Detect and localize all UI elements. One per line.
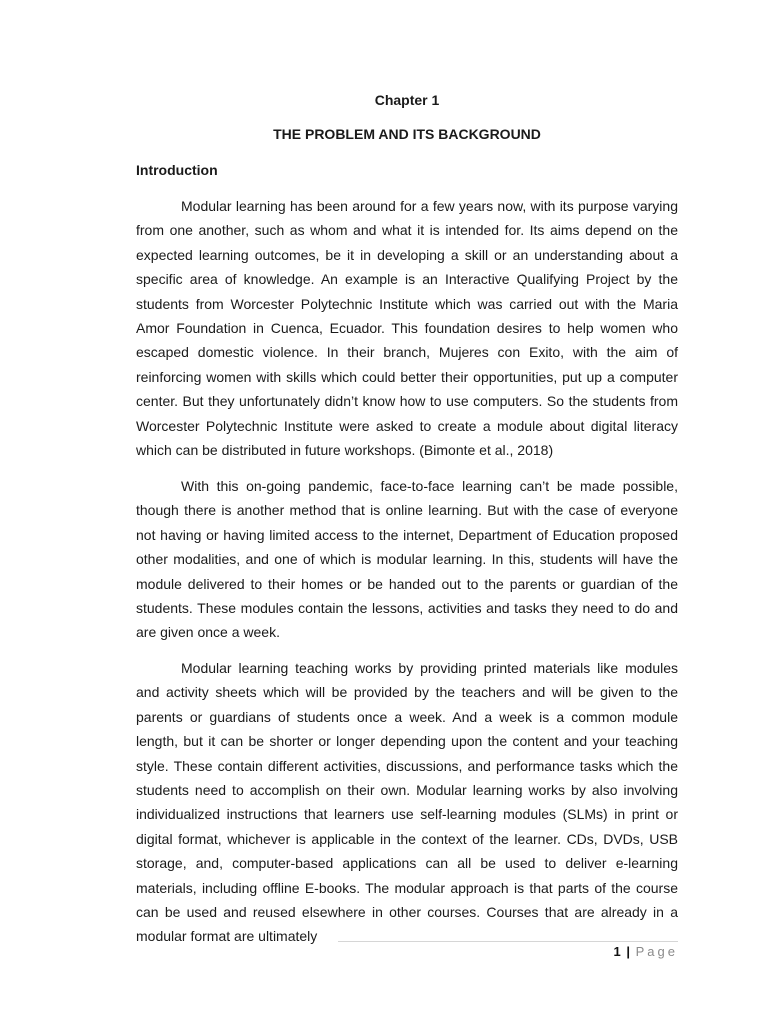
paragraph-text: Modular learning teaching works by providing printed materials like modules and activity sheets which will be provided by the teachers and will be given to the parents or guardians of students once a week. And a week is a common module length, but it can be shorter or longer depending upon the content and your teaching style. These contain different activities, discussions, and performance tasks which the students need to accomplish on their own. Modular learning works by also involving individualized instructions that learners use self-learning modules (SLMs) in print or digital format, whichever is applicable in the context of the learner. CDs, DVDs, USB storage, and, computer-based applications can all be used to deliver e-learning materials, including offline E-books. The modular approach is that parts of the course can be used and reused elsewhere in other courses. Courses that are already in a modular format are ultimately [136, 660, 678, 945]
page-footer [560, 944, 678, 959]
section-heading: Introduction [136, 162, 218, 178]
chapter-label: Chapter 1 [374, 92, 440, 108]
paragraph [136, 474, 678, 645]
footer-divider [338, 941, 678, 942]
page-word: Page [635, 944, 678, 959]
paragraph-text: With this on-going pandemic, face-to-face learning can’t be made possible, though there is another method that is online learning. But with the case of everyone not having or having limited access to the internet, Department of Education proposed other modalities, and one of which is modular learning. In this, students will have the module delivered to their homes or be handed out to the parents or guardian of the students. These modules contain the lessons, activities and tasks they need to do and are given once a week. [136, 478, 678, 641]
page-number: 1 [613, 944, 621, 959]
paragraph-text: Modular learning has been around for a few years now, with its purpose varying from one another, such as whom and what it is intended for. Its aims depend on the expected learning outcomes, be it in developing a skill or an understanding about a specific area of knowledge. An example is an Interactive Qualifying Project by the students from Worcester Polytechnic Institute which was carried out with the Maria Amor Foundation in Cuenca, Ecuador. This foundation desires to help women who escaped domestic violence. In their branch, Mujeres con Exito, with the aim of reinforcing women with skills which could better their opportunities, put up a computer center. But they unfortunately didn’t know how to use computers. So the students from Worcester Polytechnic Institute were asked to create a module about digital literacy which can be distributed in future workshops. (Bimonte et al., 2018) [136, 198, 678, 459]
footer-separator: | [626, 944, 630, 959]
chapter-title: THE PROBLEM AND ITS BACKGROUND [273, 126, 541, 142]
paragraph [136, 194, 678, 462]
paragraph [136, 656, 678, 949]
